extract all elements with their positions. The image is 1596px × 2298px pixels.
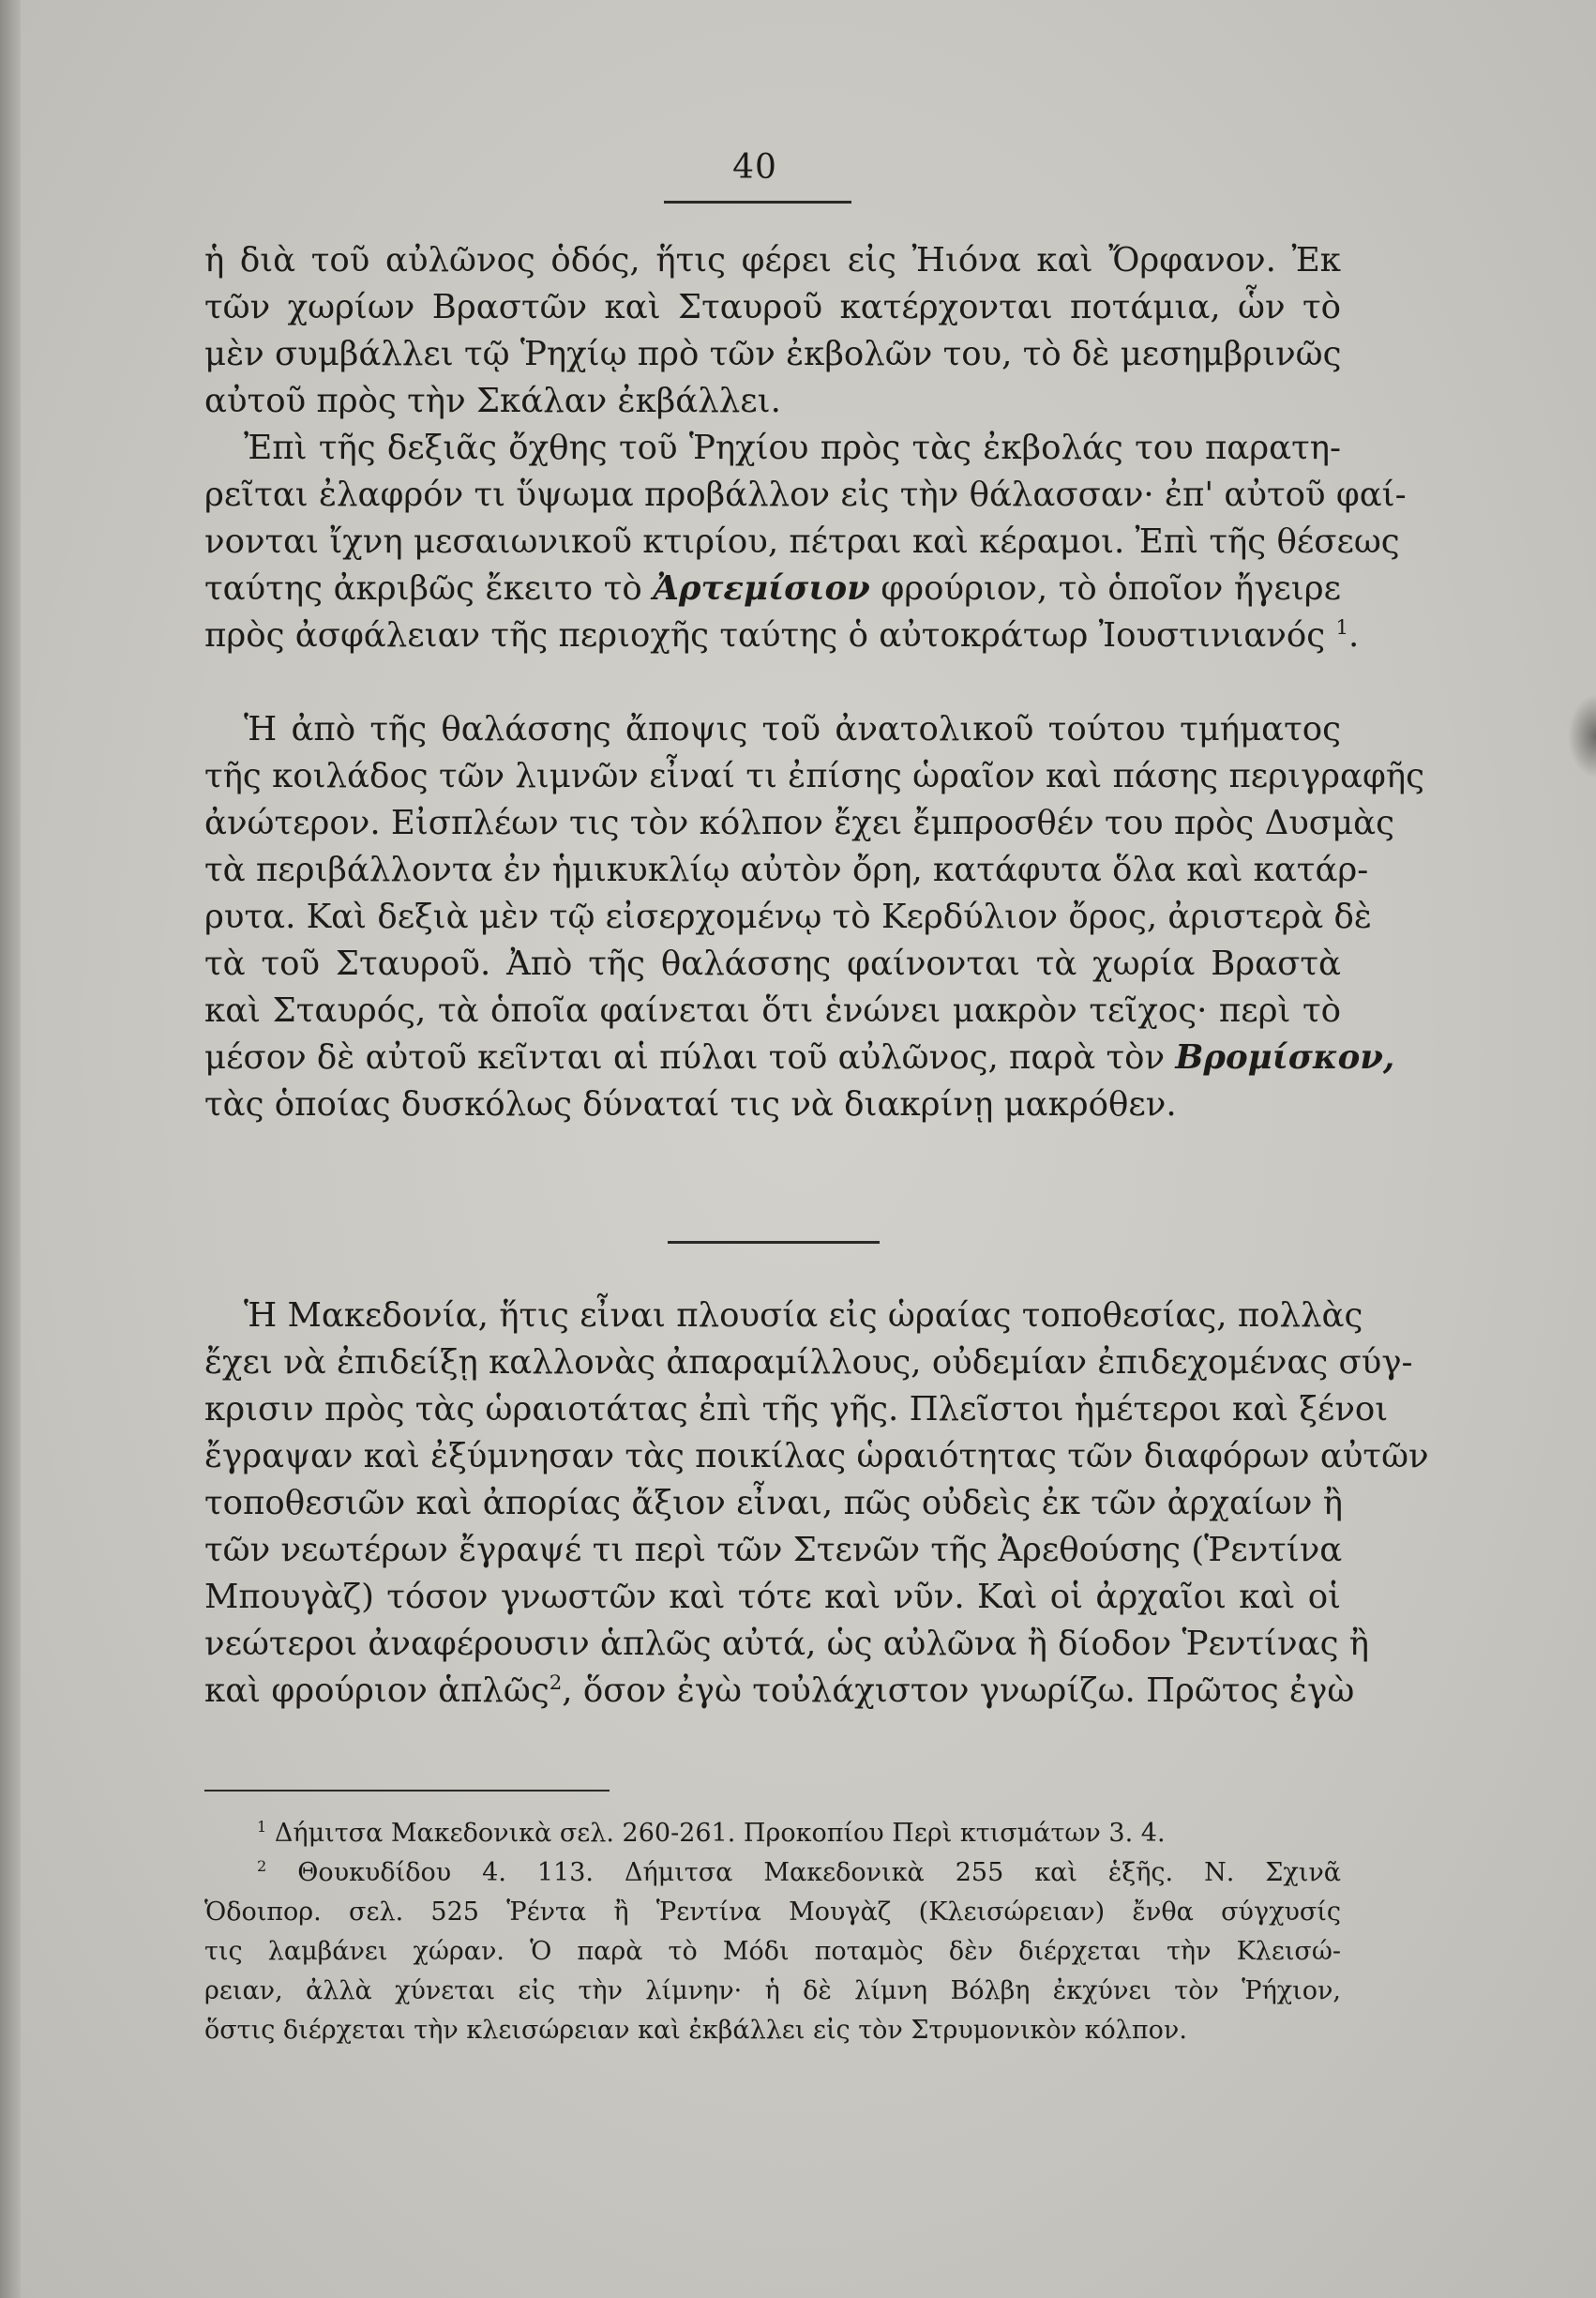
footnote-text: Θουκυδίδου 4. 113. Δήμιτσα Μακεδονικὰ 255 καὶ ἑξῆς. Ν. Σχινᾶ xyxy=(297,1858,1341,1887)
text-line: τῆς κοιλάδος τῶν λιμνῶν εἶναί τι ἐπίσης ὡραῖον καὶ πάσης περιγραφῆς xyxy=(204,757,1425,795)
text-line: ἔχει νὰ ἐπιδείξῃ καλλονὰς ἀπαραμίλλους, οὐδεμίαν ἐπιδεχομένας σύγ- xyxy=(204,1343,1413,1382)
footnote-1 xyxy=(204,1815,1341,1852)
footnote-rule xyxy=(204,1790,610,1792)
text-line xyxy=(204,1668,1355,1715)
page-number-rule xyxy=(664,201,851,204)
footnote-line: ὅστις διέρχεται τὴν κλεισώρειαν καὶ ἐκβάλλει εἰς τὸν Στρυμονικὸν κόλπον. xyxy=(204,2016,1187,2045)
footnote-ref-1[interactable]: 1 xyxy=(1335,616,1349,641)
italic-term-artemision: Ἀρτεμίσιον xyxy=(653,569,870,608)
text-line: νονται ἴχνη μεσαιωνικοῦ κτιρίου, πέτραι καὶ κέραμοι. Ἐπὶ τῆς θέσεως xyxy=(204,522,1400,561)
footnote-mark: 2 xyxy=(257,1857,267,1875)
text-line: ρεῖται ἐλαφρόν τι ὕψωμα προβάλλον εἰς τὴν θάλασσαν· ἐπ' αὐτοῦ φαί- xyxy=(204,476,1407,514)
italic-term-bromiskon: Βρομίσκον, xyxy=(1175,1038,1395,1077)
page-binding-shadow xyxy=(0,0,21,2298)
text-line: Ἐπὶ τῆς δεξιᾶς ὄχθης τοῦ Ῥηχίου πρὸς τὰς ἐκβολάς του παρατη- xyxy=(244,429,1341,467)
text-line: τῶν νεωτέρων ἔγραψέ τι περὶ τῶν Στενῶν τῆς Ἀρεθούσης (Ῥεντίνα xyxy=(204,1531,1343,1569)
footnote-ref-2[interactable]: 2 xyxy=(549,1671,563,1696)
text-line: Ἡ Μακεδονία, ἥτις εἶναι πλουσία εἰς ὡραίας τοποθεσίας, πολλὰς xyxy=(244,1296,1363,1335)
footnote-mark: 1 xyxy=(257,1818,267,1836)
text-line: Ἡ ἀπὸ τῆς θαλάσσης ἄποψις τοῦ ἀνατολικοῦ τούτου τμήματος xyxy=(244,710,1341,748)
section-divider xyxy=(668,1241,880,1244)
text-line: ἔγραψαν καὶ ἐξύμνησαν τὰς ποικίλας ὡραιότητας τῶν διαφόρων αὐτῶν xyxy=(204,1437,1429,1475)
text-segment: ταύτης ἀκριβῶς ἔκειτο τὸ xyxy=(204,569,642,608)
text-segment: πρὸς ἀσφάλειαν τῆς περιοχῆς ταύτης ὁ αὐτοκράτωρ Ἰουστινιανός xyxy=(204,616,1326,655)
text-line: καὶ Σταυρός, τὰ ὁποῖα φαίνεται ὅτι ἑνώνει μακρὸν τεῖχος· περὶ τὸ xyxy=(204,991,1341,1030)
text-segment: , ὅσον ἐγὼ τοὐλάχιστον γνωρίζω. Πρῶτος ἐγὼ xyxy=(562,1671,1355,1710)
text-line: τὰ τοῦ Σταυροῦ. Ἀπὸ τῆς θαλάσσης φαίνονται τὰ χωρία Βραστὰ xyxy=(204,945,1341,983)
text-line: Μπουγὰζ) τόσον γνωστῶν καὶ τότε καὶ νῦν. Καὶ οἱ ἀρχαῖοι καὶ οἱ xyxy=(204,1578,1341,1616)
text-line: τὰς ὁποίας δυσκόλως δύναταί τις νὰ διακρίνῃ μακρόθεν. xyxy=(204,1085,1177,1124)
text-line: ἀνώτερον. Εἰσπλέων τις τὸν κόλπον ἔχει ἔμπροσθέν του πρὸς Δυσμὰς xyxy=(204,804,1394,842)
text-line: νεώτεροι ἀναφέρουσιν ἁπλῶς αὐτά, ὡς αὐλῶνα ἢ δίοδον Ῥεντίνας ἢ xyxy=(204,1625,1370,1663)
text-line: πρὸς ἀσφάλειαν τῆς περιοχῆς ταύτης ὁ αὐτοκράτωρ Ἰουστινιανός $^1$. xyxy=(204,616,1360,655)
text-segment: μέσον δὲ αὐτοῦ κεῖνται αἱ πύλαι τοῦ αὐλῶνος, παρὰ τὸν xyxy=(204,1038,1166,1077)
text-line: ρυτα. Καὶ δεξιὰ μὲν τῷ εἰσερχομένῳ τὸ Κερδύλιον ὄρος, ἀριστερὰ δὲ xyxy=(204,898,1372,936)
page-number: 40 xyxy=(732,148,777,187)
footnote-line: ρειαν, ἀλλὰ χύνεται εἰς τὴν λίμνην· ἡ δὲ λίμνη Βόλβη ἐκχύνει τὸν Ῥήχιον, xyxy=(204,1976,1341,2005)
footnote-text: Δήμιτσα Μακεδονικὰ σελ. 260-261. Προκοπίου Περὶ κτισμάτων 3. 4. xyxy=(274,1819,1166,1848)
text-line xyxy=(204,566,1341,612)
text-line: αὐτοῦ πρὸς τὴν Σκάλαν ἐκβάλλει. xyxy=(204,382,781,420)
page-edge-stain xyxy=(1568,694,1596,779)
text-line: τῶν χωρίων Βραστῶν καὶ Σταυροῦ κατέρχονται ποτάμια, ὧν τὸ xyxy=(204,288,1341,326)
text-line: τὰ περιβάλλοντα ἐν ἡμικυκλίῳ αὐτὸν ὄρη, κατάφυτα ὅλα καὶ κατάρ- xyxy=(204,851,1369,889)
text-line: κρισιν πρὸς τὰς ὡραιοτάτας ἐπὶ τῆς γῆς. Πλεῖστοι ἡμέτεροι καὶ ξένοι xyxy=(204,1390,1389,1429)
text-segment: καὶ φρούριον ἁπλῶς xyxy=(204,1671,550,1710)
text-line: μὲν συμβάλλει τῷ Ῥηχίῳ πρὸ τῶν ἐκβολῶν του, τὸ δὲ μεσημβρινῶς xyxy=(204,335,1342,373)
text-line xyxy=(204,1035,1395,1081)
text-line: ἡ διὰ τοῦ αὐλῶνος ὁδός, ἥτις φέρει εἰς Ἠιόνα καὶ Ὄρφανον. Ἐκ xyxy=(204,241,1341,280)
footnote-line: τις λαμβάνει χώραν. Ὁ παρὰ τὸ Μόδι ποταμὸς δὲν διέρχεται τὴν Κλεισώ- xyxy=(204,1937,1341,1966)
text-segment: φρούριον, τὸ ὁποῖον ἤγειρε xyxy=(881,569,1341,608)
footnote-line: Ὁδοιπορ. σελ. 525 Ῥέντα ἢ Ῥεντίνα Μουγὰζ (Κλεισώρειαν) ἔνθα σύγχυσίς xyxy=(204,1897,1341,1927)
footnote-2 xyxy=(204,1854,1341,1892)
text-line: τοποθεσιῶν καὶ ἀπορίας ἄξιον εἶναι, πῶς οὐδεὶς ἐκ τῶν ἀρχαίων ἢ xyxy=(204,1484,1344,1522)
